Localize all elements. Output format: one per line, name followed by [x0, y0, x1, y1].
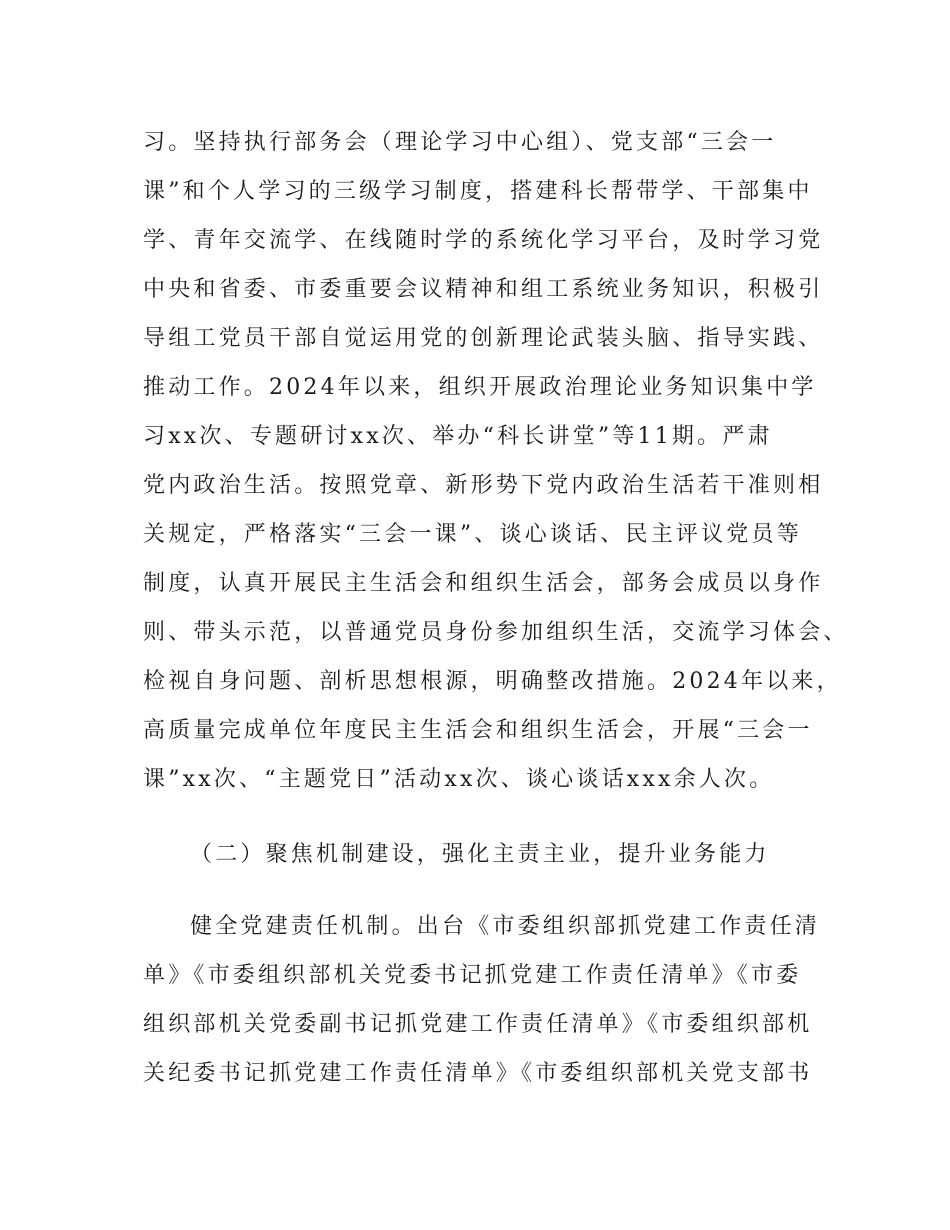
paragraph-line: 单》《市委组织部机关党委书记抓党建工作责任清单》《市委 [143, 963, 802, 988]
paragraph-line: 健全党建责任机制。出台《市委组织部抓党建工作责任清 [190, 914, 821, 939]
paragraph-line: 学、青年交流学、在线随时学的系统化学习平台，及时学习党 [143, 228, 824, 253]
paragraph-line: 制度，认真开展民主生活会和组织生活会，部务会成员以身作 [143, 571, 824, 596]
paragraph-line: 习。坚持执行部务会（理论学习中心组）、党支部“三会一 [143, 130, 777, 155]
paragraph-line: 推动工作。2024年以来，组织开展政治理论业务知识集中学 [143, 375, 817, 400]
paragraph-line: 高质量完成单位年度民主生活会和组织生活会，开展“三会一 [143, 718, 813, 743]
paragraph-line: 组织部机关党委副书记抓党建工作责任清单》《市委组织部机 [143, 1012, 813, 1037]
paragraph-line: 党内政治生活。按照党章、新形势下党内政治生活若干准则相 [143, 473, 824, 498]
paragraph-line: 导组工党员干部自觉运用党的创新理论武装头脑、指导实践、 [143, 326, 824, 351]
paragraph-line: 检视自身问题、剖析思想根源，明确整改措施。2024年以来， [143, 669, 842, 694]
paragraph-line: 关规定，严格落实“三会一课”、谈心谈话、民主评议党员等 [143, 522, 802, 547]
paragraph-line: 则、带头示范，以普通党员身份参加组织生活，交流学习体会、 [143, 620, 849, 645]
section-heading: （二）聚焦机制建设，强化主责主业，提升业务能力 [190, 842, 770, 867]
paragraph-line: 中央和省委、市委重要会议精神和组工系统业务知识，积极引 [143, 277, 824, 302]
paragraph-line: 关纪委书记抓党建工作责任清单》《市委组织部机关党支部书 [143, 1061, 813, 1086]
paragraph-line: 课”xx次、“主题党日”活动xx次、谈心谈话xxx余人次。 [143, 767, 775, 792]
paragraph-line: 课”和个人学习的三级学习制度，搭建科长帮带学、干部集中 [143, 179, 813, 204]
paragraph-line: 习xx次、专题研讨xx次、举办“科长讲堂”等11期。严肃 [143, 424, 773, 449]
